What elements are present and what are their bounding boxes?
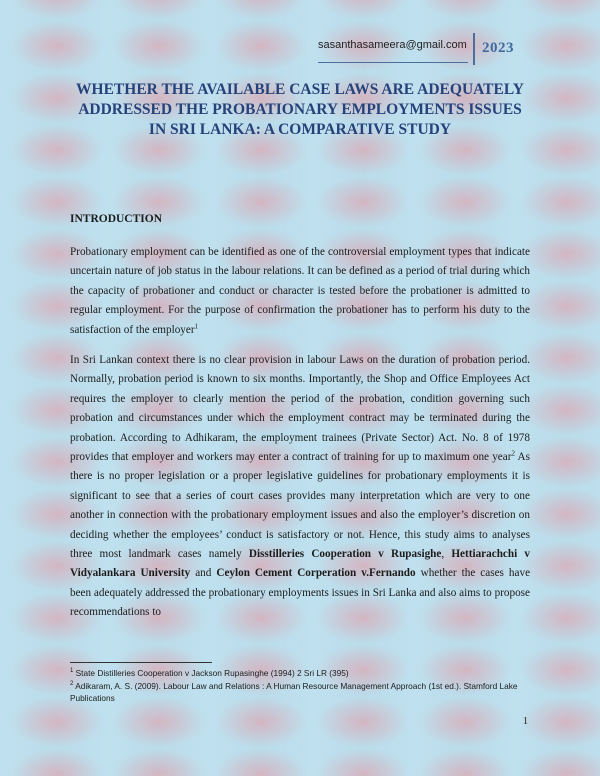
case-name-3: Ceylon Cement Corperation v.Fernando	[216, 567, 416, 580]
paragraph-2-part-1: In Sri Lankan context there is no clear provision in labour Laws on the duration of probation period. Normally, probation period is known to six months. Importantly, the Shop and Office Employees Act requires the employer to clearly mention the period of the probation, condition governing such probation and circumstances under which the employment contract may be terminated during the probation. According to Adhikaram, the employment trainees (Private Sector) Act. No. 8 of 1978 provides that employer and workers may enter a contract of training for up to maximum one year	[70, 354, 530, 464]
header-rule	[318, 62, 468, 63]
case-name-2: Hettiarachchi v Vidyalankara University	[70, 548, 531, 580]
paper-title: WHETHER THE AVAILABLE CASE LAWS ARE ADEQUATELY ADDRESSED THE PROBATIONARY EMPLOYMENTS ISSUES IN SRI LANKA: A COMPARATIVE STUDY	[76, 81, 524, 138]
case-separator-1: ,	[441, 548, 452, 561]
paragraph-1	[70, 243, 530, 340]
author-email: sasanthasameera@gmail.com	[318, 39, 467, 51]
header-year: 2023	[482, 40, 514, 56]
header-divider	[473, 33, 475, 65]
footnote-2-text: Adikaram, A. S. (2009). Labour Law and Relations : A Human Resource Management Approach (1st ed.). Stamford Lake Publications	[70, 680, 518, 703]
footnote-2	[70, 680, 530, 705]
footnote-1-number: 1	[70, 668, 74, 675]
footnote-ref-1: 1	[194, 321, 199, 330]
footnote-2-number: 2	[70, 680, 74, 687]
paragraph-1-text: Probationary employment can be identified as one of the controversial employment types that indicate uncertain nature of job status in the labour relations. It can be defined as a period of trial during which the capacity of probationer and conduct or character is tested before the probationer is admitted to regular employment. For the purpose of confirmation the probationer has to perform his duty to the satisfaction of the employer	[70, 246, 530, 336]
footnotes	[70, 667, 530, 705]
section-heading-introduction: INTRODUCTION	[70, 213, 163, 225]
paragraph-2-part-3: whether the cases have been adequately addressed the probationary employments issues in Sri Lanka and also aims to propose recommendations to	[70, 567, 531, 619]
footnote-1	[70, 667, 530, 680]
case-separator-2: and	[190, 567, 217, 580]
page-number: 1	[523, 716, 528, 727]
paragraph-2	[70, 351, 530, 623]
case-name-1: Disstilleries Cooperation v Rupasighe	[248, 548, 442, 561]
paragraph-2-part-2: As there is no proper legislation or a proper legislative guidelines for probationary employments it is significant to see that a series of court cases provides many interpretation which are very to one another in connection with the probationary employment issues and also the employer’s discretion on deciding whether the employees’ conduct is satisfactory or not. Hence, this study aims to analyses three most landmark cases namely	[70, 451, 530, 561]
footnote-ref-2: 2	[511, 449, 515, 458]
footnote-1-text: State Distilleries Cooperation v Jackson Rupasinghe (1994) 2 Sri LR (395)	[73, 668, 349, 678]
footnote-separator	[70, 662, 212, 663]
